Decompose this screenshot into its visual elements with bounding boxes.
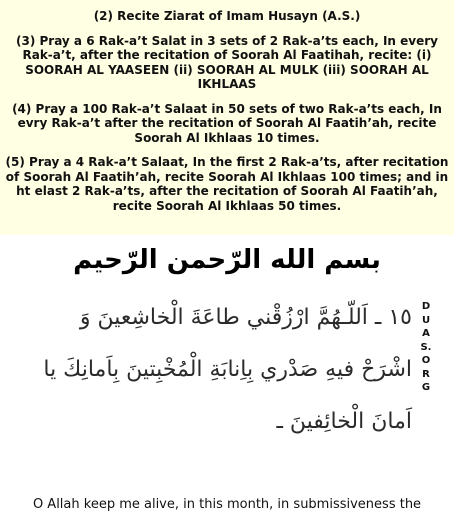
dua-translation: O Allah keep me alive, in this month, in submissiveness the [32, 497, 422, 512]
dua-arabic-text: ١٥ ـ اَللّـهُمَّ ارْزُقْني طاعَةَ الْخاشِعينَ وَ اشْرَحْ فيهِ صَدْري بِاِنابَةِ الْمُخْبِتينَ بِاَمانِكَ يا اَمانَ الْخائِفينَ ـ [43, 305, 412, 434]
instruction-4: (4) Pray a 100 Rak-a’t Salaat in 50 sets of two Rak-a’ts each, In evry Rak-a’t after the recitation of Soorah Al Faatih’ah, recite Soorah Al Ikhlaas 10 times. [12, 101, 442, 145]
duas-org-watermark: DUAS.ORG [420, 301, 432, 393]
instruction-2: (2) Recite Ziarat of Imam Husayn (A.S.) [93, 9, 361, 23]
instructions-panel [0, 0, 454, 235]
bismillah-calligraphy: بسم الله الرّحمن الرّحيم [73, 245, 381, 275]
instruction-5: (5) Pray a 4 Rak-a’t Salaat, In the first 2 Rak-a’ts, after recitation of Soorah Al Faatih’ah, recite Soorah Al Ikhlaas 100 times; and in ht elast 2 Rak-a’ts, after the recitation of Soorah Al Faatih’ah, recite Soorah Al Ikhlaas 50 times. [5, 155, 449, 213]
instruction-3: (3) Pray a 6 Rak-a’t Salat in 3 sets of 2 Rak-a’ts each, In every Rak-a’t, after the recitation of Soorah Al Faatihah, recite: (i) SOORAH AL YAASEEN (ii) SOORAH AL MULK (iii) SOORAH AL IKHLAAS [15, 33, 438, 91]
